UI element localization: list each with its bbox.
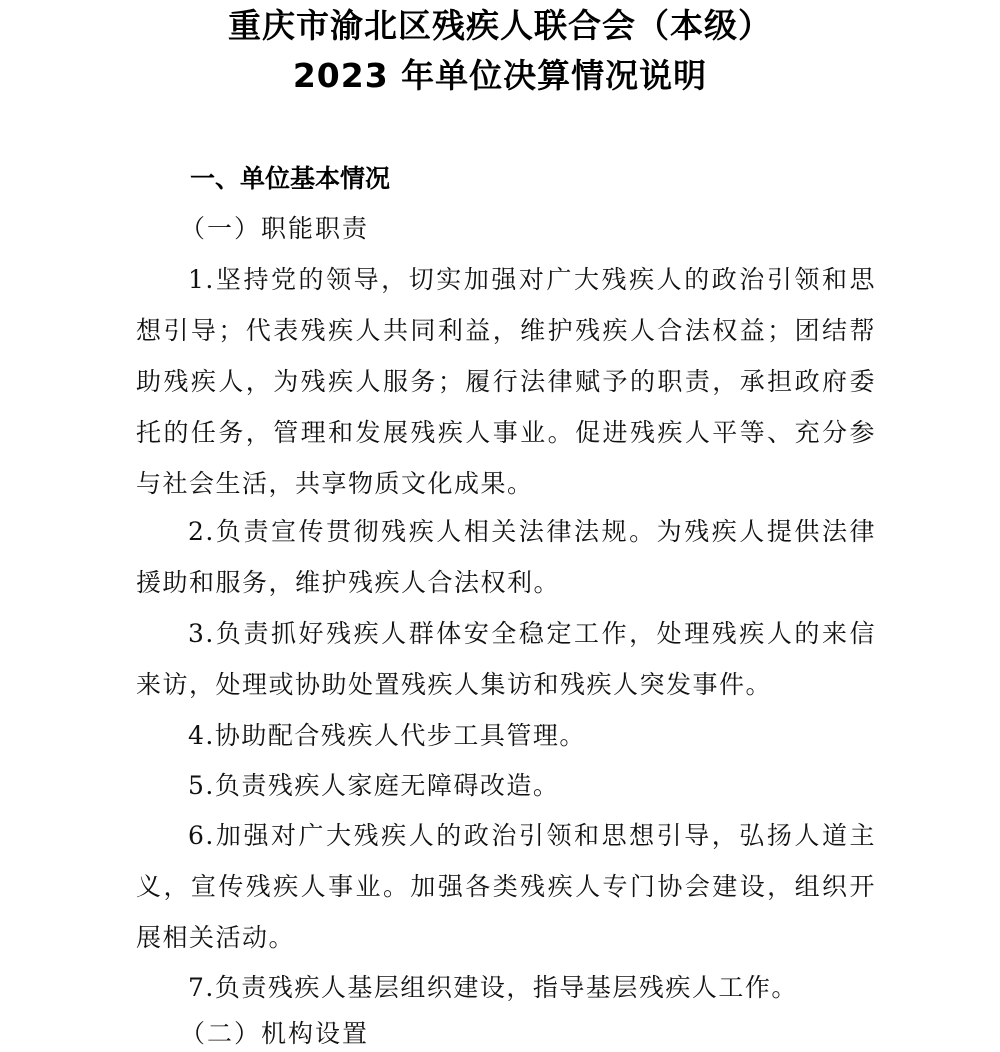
paragraph-item-1: 1.坚持党的领导，切实加强对广大残疾人的政治引领和思想引导；代表残疾人共同利益，维护残疾人合法权益；团结帮助残疾人，为残疾人服务；履行法律赋予的职责，承担政府委托的任务，管理和发展残疾人事业。促进残疾人平等、充分参与社会生活，共享物质文化成果。 (136, 265, 876, 498)
paragraph-item-2: 2.负责宣传贯彻残疾人相关法律法规。为残疾人提供法律援助和服务，维护残疾人合法权利。 (136, 517, 876, 597)
document-title-line2: 2023 年单位决算情况说明 (292, 56, 708, 95)
document-title-line1: 重庆市渝北区残疾人联合会（本级） (228, 6, 772, 45)
paragraph-item-6: 6.加强对广大残疾人的政治引领和思想引导，弘扬人道主义，宣传残疾人事业。加强各类残疾人专门协会建设，组织开展相关活动。 (136, 821, 876, 952)
section-heading-basic-info: 一、单位基本情况 (190, 164, 391, 193)
paragraph-item-3: 3.负责抓好残疾人群体安全稳定工作，处理残疾人的来信来访，处理或协助处置残疾人集访和残疾人突发事件。 (136, 619, 876, 699)
paragraph-item-7: 7.负责残疾人基层组织建设，指导基层残疾人工作。 (188, 973, 798, 1002)
subsection-heading-organization: （二）机构设置 (180, 1019, 370, 1048)
subsection-heading-functions: （一）职能职责 (180, 214, 370, 243)
paragraph-item-4: 4.协助配合残疾人代步工具管理。 (188, 721, 586, 750)
paragraph-item-5: 5.负责残疾人家庭无障碍改造。 (188, 771, 560, 800)
